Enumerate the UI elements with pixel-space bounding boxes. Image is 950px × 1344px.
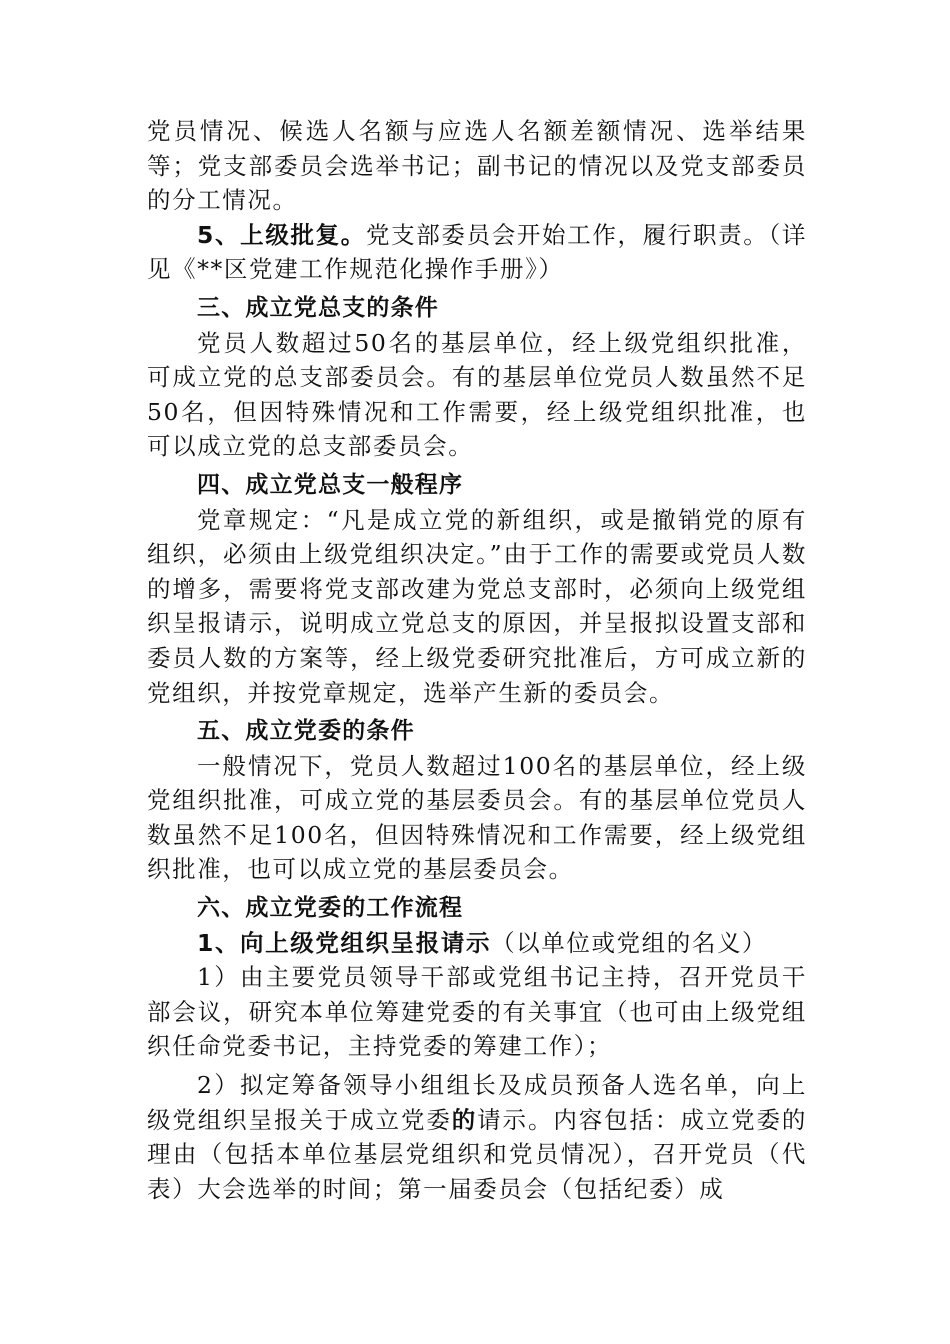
paragraph-text: 请示。内容包括：成立党委的理由（包括本单位基层党组织和党员情况），召开党员（代表）大会选举的时间；第一届委员会（包括纪委）成 bbox=[147, 1105, 807, 1203]
paragraph: 1）由主要党员领导干部或党组书记主持，召开党员干部会议，研究本单位筹建党委的有关事宜（也可由上级党组织任命党委书记，主持党委的筹建工作）； bbox=[147, 963, 807, 1061]
paragraph-text: 党支部委员会开始工作，履行职责。（详见《**区党建工作规范化操作手册》） bbox=[147, 220, 807, 284]
section-heading: 三、成立党总支的条件 bbox=[197, 294, 439, 321]
section-heading: 四、成立党总支一般程序 bbox=[197, 471, 464, 498]
paragraph: 党章规定：“凡是成立党的新组织，或是撤销党的原有组织，必须由上级党组织决定。”由于工作的需要或党员人数的增多，需要将党支部改建为党总支部时，必须向上级党组织呈报请示，说明成立党总支的原因，并呈报拟设置支部和委员人数的方案等，经上级党委研究批准后，方可成立新的党组织，并按党章规定，选举产生新的委员会。 bbox=[147, 505, 807, 707]
bold-lead: 1、向上级党组织呈报请示 bbox=[197, 928, 492, 957]
paragraph: 党员人数超过50名的基层单位，经上级党组织批准，可成立党的总支部委员会。有的基层单位党员人数虽然不足50名，但因特殊情况和工作需要，经上级党组织批准，也可以成立党的总支部委员会。 bbox=[147, 328, 807, 461]
paragraph: 党员情况、候选人名额与应选人名额差额情况、选举结果等；党支部委员会选举书记；副书记的情况以及党支部委员的分工情况。 bbox=[147, 117, 807, 215]
bold-char: 的 bbox=[451, 1105, 478, 1134]
paragraph bbox=[147, 926, 807, 961]
paragraph: 一般情况下，党员人数超过100名的基层单位，经上级党组织批准，可成立党的基层委员会。有的基层单位党员人数虽然不足100名，但因特殊情况和工作需要，经上级党组织批准，也可以成立党的基层委员会。 bbox=[147, 751, 807, 884]
bold-lead: 5、上级批复。 bbox=[197, 220, 366, 249]
paragraph-text: （以单位或党组的名义） bbox=[491, 928, 768, 957]
paragraph bbox=[147, 218, 807, 287]
section-heading: 六、成立党委的工作流程 bbox=[197, 895, 464, 922]
section-heading: 五、成立党委的条件 bbox=[197, 718, 415, 745]
paragraph-text: 2）拟定筹备领导小组组长及成员预备人选名单，向上级党组织呈报关于成立党委 bbox=[147, 1071, 807, 1134]
paragraph bbox=[147, 1068, 807, 1206]
document-body bbox=[147, 114, 807, 1206]
